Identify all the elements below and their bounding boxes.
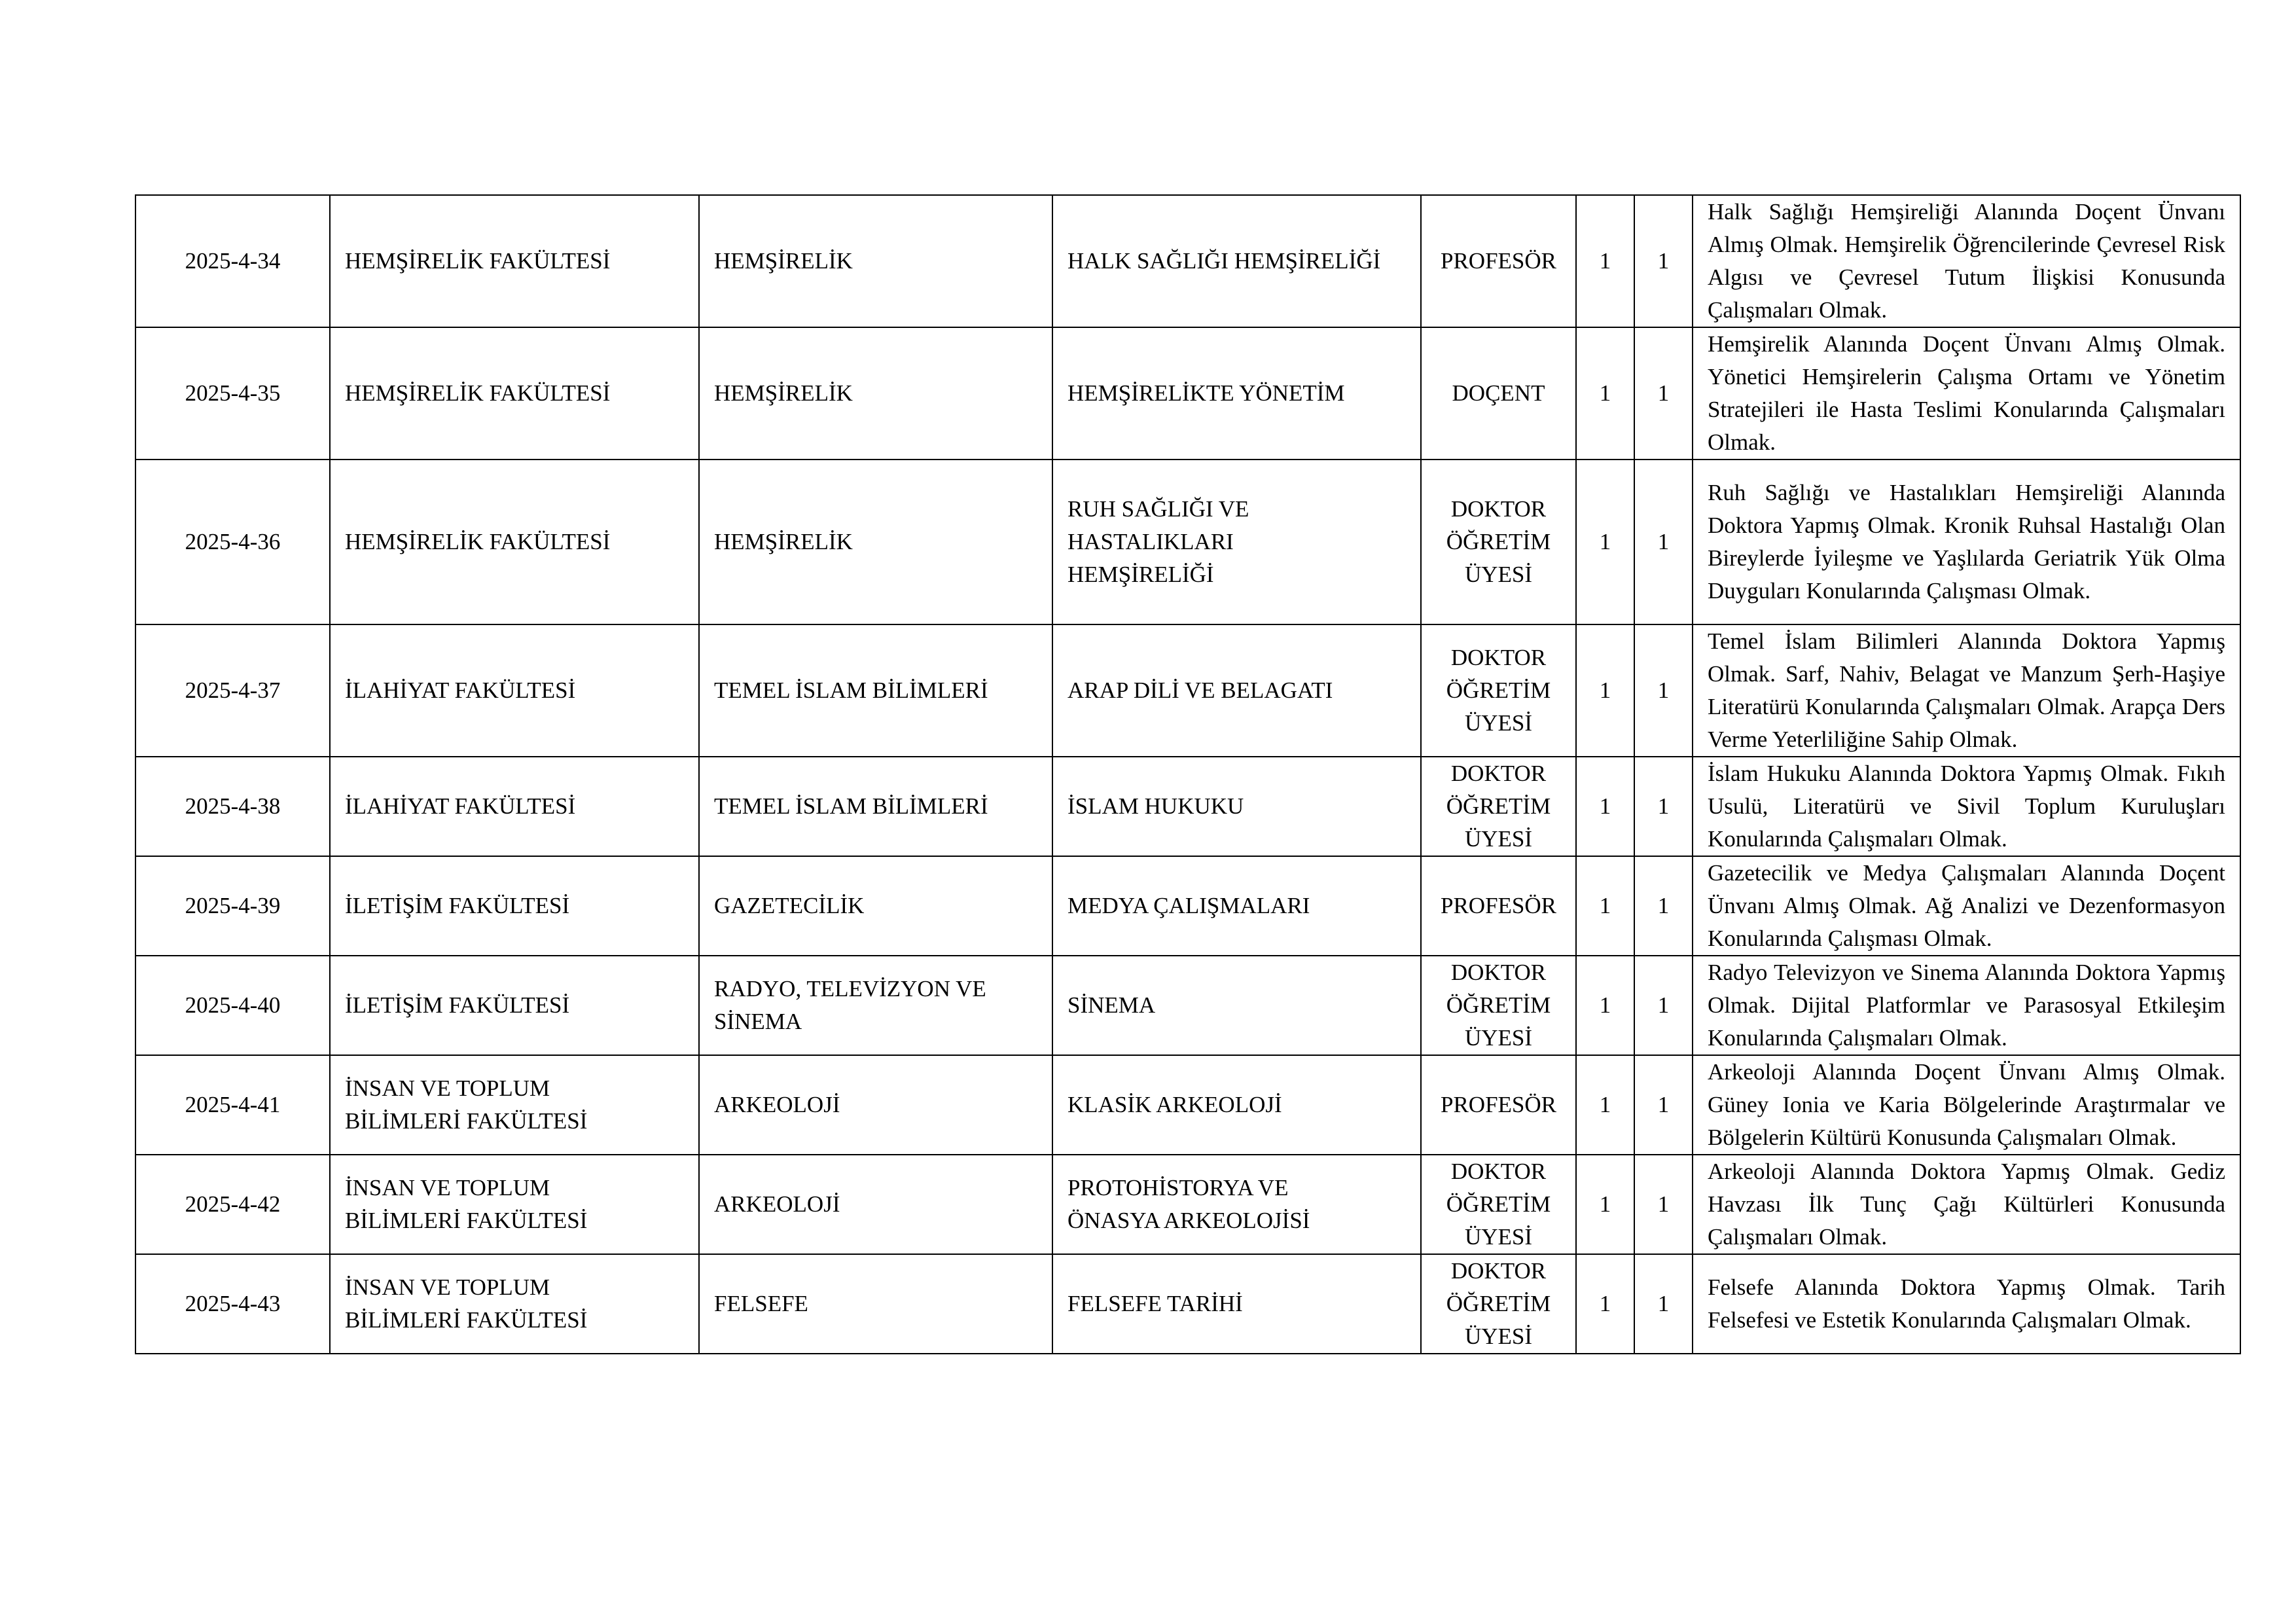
- faculty-line: İLAHİYAT FAKÜLTESİ: [345, 677, 576, 703]
- department-cell: [699, 1254, 1052, 1354]
- count-cell: 1: [1634, 1055, 1693, 1155]
- field-cell: [1052, 624, 1421, 757]
- department-line: RADYO, TELEVİZYON VE: [714, 976, 986, 1001]
- position-code-cell: 2025-4-34: [135, 195, 330, 327]
- academic-title-line: DOKTOR: [1450, 1258, 1547, 1284]
- faculty-line: İLETİŞİM FAKÜLTESİ: [345, 992, 570, 1018]
- academic-title-line: ÖĞRETİM: [1446, 1191, 1551, 1217]
- table-row: [135, 856, 2240, 956]
- department-line: HEMŞİRELİK: [714, 529, 853, 554]
- faculty-cell: [330, 460, 699, 624]
- academic-title-cell: [1421, 327, 1576, 460]
- department-cell: [699, 195, 1052, 327]
- field-line: RUH SAĞLIĞI VE: [1067, 496, 1249, 522]
- table-row: [135, 1155, 2240, 1254]
- field-cell: [1052, 856, 1421, 956]
- field-line: MEDYA ÇALIŞMALARI: [1067, 893, 1310, 918]
- field-cell: [1052, 757, 1421, 856]
- count-cell: 1: [1634, 460, 1693, 624]
- count-cell: 1: [1576, 1155, 1634, 1254]
- requirements-cell: Hemşirelik Alanında Doçent Ünvanı Almış Olmak. Yönetici Hemşirelerin Çalışma Ortamı ve Yönetim Stratejileri ile Hasta Teslimi Konularında Çalışmaları Olmak.: [1693, 327, 2240, 460]
- department-line: ARKEOLOJİ: [714, 1092, 840, 1117]
- count-cell: 1: [1634, 1155, 1693, 1254]
- field-line: İSLAM HUKUKU: [1067, 793, 1244, 819]
- academic-title-line: ÖĞRETİM: [1446, 793, 1551, 819]
- requirements-cell: İslam Hukuku Alanında Doktora Yapmış Olmak. Fıkıh Usulü, Literatürü ve Sivil Toplum Kuruluşları Konularında Çalışmaları Olmak.: [1693, 757, 2240, 856]
- academic-title-line: ÜYESİ: [1464, 562, 1533, 587]
- field-line: PROTOHİSTORYA VE: [1067, 1175, 1289, 1200]
- academic-title-cell: [1421, 1055, 1576, 1155]
- table-row: [135, 1254, 2240, 1354]
- faculty-cell: [330, 856, 699, 956]
- academic-title-cell: [1421, 1254, 1576, 1354]
- requirements-cell: Radyo Televizyon ve Sinema Alanında Doktora Yapmış Olmak. Dijital Platformlar ve Parasosyal Etkileşim Konularında Çalışmaları Olmak.: [1693, 956, 2240, 1055]
- faculty-line: HEMŞİRELİK FAKÜLTESİ: [345, 248, 611, 274]
- count-cell: 1: [1576, 195, 1634, 327]
- position-code-cell: 2025-4-38: [135, 757, 330, 856]
- academic-title-line: DOKTOR: [1450, 496, 1547, 522]
- department-line: HEMŞİRELİK: [714, 380, 853, 406]
- position-code-cell: 2025-4-37: [135, 624, 330, 757]
- field-line: FELSEFE TARİHİ: [1067, 1291, 1243, 1316]
- department-cell: [699, 956, 1052, 1055]
- field-cell: [1052, 460, 1421, 624]
- academic-title-line: ÜYESİ: [1464, 826, 1533, 852]
- faculty-cell: [330, 956, 699, 1055]
- department-cell: [699, 856, 1052, 956]
- academic-title-cell: [1421, 856, 1576, 956]
- academic-title-line: DOKTOR: [1450, 960, 1547, 985]
- position-code-cell: 2025-4-36: [135, 460, 330, 624]
- field-line: HASTALIKLARI: [1067, 529, 1234, 554]
- position-code-cell: 2025-4-43: [135, 1254, 330, 1354]
- department-cell: [699, 757, 1052, 856]
- field-line: HEMŞİRELİĞİ: [1067, 562, 1214, 587]
- position-code-cell: 2025-4-42: [135, 1155, 330, 1254]
- field-line: KLASİK ARKEOLOJİ: [1067, 1092, 1282, 1117]
- academic-title-cell: [1421, 757, 1576, 856]
- requirements-cell: Gazetecilik ve Medya Çalışmaları Alanında Doçent Ünvanı Almış Olmak. Ağ Analizi ve Dezenformasyon Konularında Çalışması Olmak.: [1693, 856, 2240, 956]
- faculty-cell: [330, 624, 699, 757]
- count-cell: 1: [1634, 757, 1693, 856]
- field-line: SİNEMA: [1067, 992, 1156, 1018]
- academic-title-line: DOKTOR: [1450, 1159, 1547, 1184]
- academic-title-line: ÜYESİ: [1464, 710, 1533, 736]
- field-cell: [1052, 1254, 1421, 1354]
- table-row: [135, 956, 2240, 1055]
- table-row: [135, 327, 2240, 460]
- department-line: SİNEMA: [714, 1009, 802, 1034]
- faculty-cell: [330, 757, 699, 856]
- faculty-line: BİLİMLERİ FAKÜLTESİ: [345, 1307, 588, 1333]
- requirements-cell: Arkeoloji Alanında Doktora Yapmış Olmak. Gediz Havzası İlk Tunç Çağı Kültürleri Konusunda Çalışmaları Olmak.: [1693, 1155, 2240, 1254]
- faculty-line: BİLİMLERİ FAKÜLTESİ: [345, 1108, 588, 1134]
- position-code-cell: 2025-4-39: [135, 856, 330, 956]
- table-row: [135, 757, 2240, 856]
- field-line: ÖNASYA ARKEOLOJİSİ: [1067, 1208, 1310, 1233]
- count-cell: 1: [1634, 956, 1693, 1055]
- academic-title-cell: [1421, 195, 1576, 327]
- table-row: [135, 624, 2240, 757]
- count-cell: 1: [1634, 1254, 1693, 1354]
- faculty-line: BİLİMLERİ FAKÜLTESİ: [345, 1208, 588, 1233]
- faculty-line: İNSAN VE TOPLUM: [345, 1274, 550, 1300]
- position-code-cell: 2025-4-41: [135, 1055, 330, 1155]
- faculty-cell: [330, 1254, 699, 1354]
- count-cell: 1: [1576, 856, 1634, 956]
- table-body: [135, 195, 2240, 1354]
- field-cell: [1052, 195, 1421, 327]
- department-cell: [699, 1055, 1052, 1155]
- faculty-cell: [330, 195, 699, 327]
- count-cell: 1: [1576, 327, 1634, 460]
- field-cell: [1052, 327, 1421, 460]
- academic-title-line: ÜYESİ: [1464, 1324, 1533, 1349]
- academic-title-line: DOKTOR: [1450, 761, 1547, 786]
- positions-table: [135, 194, 2241, 1354]
- count-cell: 1: [1634, 856, 1693, 956]
- academic-title-line: ÖĞRETİM: [1446, 992, 1551, 1018]
- faculty-cell: [330, 1155, 699, 1254]
- count-cell: 1: [1634, 195, 1693, 327]
- position-code-cell: 2025-4-35: [135, 327, 330, 460]
- department-line: FELSEFE: [714, 1291, 808, 1316]
- field-line: HEMŞİRELİKTE YÖNETİM: [1067, 380, 1345, 406]
- department-cell: [699, 1155, 1052, 1254]
- academic-title-cell: [1421, 1155, 1576, 1254]
- requirements-cell: Felsefe Alanında Doktora Yapmış Olmak. Tarih Felsefesi ve Estetik Konularında Çalışmaları Olmak.: [1693, 1254, 2240, 1354]
- academic-title-line: DOKTOR: [1450, 645, 1547, 670]
- academic-title-cell: [1421, 956, 1576, 1055]
- faculty-line: HEMŞİRELİK FAKÜLTESİ: [345, 380, 611, 406]
- count-cell: 1: [1576, 1254, 1634, 1354]
- department-cell: [699, 460, 1052, 624]
- academic-title-line: ÜYESİ: [1464, 1224, 1533, 1250]
- field-line: HALK SAĞLIĞI HEMŞİRELİĞİ: [1067, 248, 1381, 274]
- academic-title-cell: [1421, 624, 1576, 757]
- department-cell: [699, 327, 1052, 460]
- academic-title-line: PROFESÖR: [1440, 1092, 1557, 1117]
- academic-title-cell: [1421, 460, 1576, 624]
- department-line: GAZETECİLİK: [714, 893, 865, 918]
- count-cell: 1: [1576, 1055, 1634, 1155]
- academic-title-line: ÜYESİ: [1464, 1025, 1533, 1051]
- department-line: HEMŞİRELİK: [714, 248, 853, 274]
- academic-title-line: ÖĞRETİM: [1446, 677, 1551, 703]
- faculty-line: İNSAN VE TOPLUM: [345, 1075, 550, 1101]
- table-row: [135, 195, 2240, 327]
- department-cell: [699, 624, 1052, 757]
- department-line: ARKEOLOJİ: [714, 1191, 840, 1217]
- department-line: TEMEL İSLAM BİLİMLERİ: [714, 793, 988, 819]
- table-row: [135, 1055, 2240, 1155]
- position-code-cell: 2025-4-40: [135, 956, 330, 1055]
- academic-title-line: ÖĞRETİM: [1446, 529, 1551, 554]
- faculty-line: İNSAN VE TOPLUM: [345, 1175, 550, 1200]
- requirements-cell: Ruh Sağlığı ve Hastalıkları Hemşireliği Alanında Doktora Yapmış Olmak. Kronik Ruhsal Hastalığı Olan Bireylerde İyileşme ve Yaşlılarda Geriatrik Yük Olma Duyguları Konularında Çalışması Olmak.: [1693, 460, 2240, 624]
- count-cell: 1: [1576, 757, 1634, 856]
- faculty-cell: [330, 327, 699, 460]
- requirements-cell: Halk Sağlığı Hemşireliği Alanında Doçent Ünvanı Almış Olmak. Hemşirelik Öğrencilerinde Çevresel Risk Algısı ve Çevresel Tutum İlişkisi Konusunda Çalışmaları Olmak.: [1693, 195, 2240, 327]
- field-cell: [1052, 1155, 1421, 1254]
- table-row: [135, 460, 2240, 624]
- academic-title-line: ÖĞRETİM: [1446, 1291, 1551, 1316]
- field-cell: [1052, 1055, 1421, 1155]
- academic-title-line: PROFESÖR: [1440, 248, 1557, 274]
- count-cell: 1: [1634, 624, 1693, 757]
- count-cell: 1: [1576, 956, 1634, 1055]
- faculty-line: HEMŞİRELİK FAKÜLTESİ: [345, 529, 611, 554]
- faculty-line: İLAHİYAT FAKÜLTESİ: [345, 793, 576, 819]
- academic-title-line: DOÇENT: [1452, 380, 1545, 406]
- academic-title-line: PROFESÖR: [1440, 893, 1557, 918]
- field-line: ARAP DİLİ VE BELAGATI: [1067, 677, 1333, 703]
- department-line: TEMEL İSLAM BİLİMLERİ: [714, 677, 988, 703]
- faculty-cell: [330, 1055, 699, 1155]
- field-cell: [1052, 956, 1421, 1055]
- count-cell: 1: [1576, 460, 1634, 624]
- count-cell: 1: [1634, 327, 1693, 460]
- requirements-cell: Arkeoloji Alanında Doçent Ünvanı Almış Olmak. Güney Ionia ve Karia Bölgelerinde Araştırmalar ve Bölgelerin Kültürü Konusunda Çalışmaları Olmak.: [1693, 1055, 2240, 1155]
- faculty-line: İLETİŞİM FAKÜLTESİ: [345, 893, 570, 918]
- count-cell: 1: [1576, 624, 1634, 757]
- requirements-cell: Temel İslam Bilimleri Alanında Doktora Yapmış Olmak. Sarf, Nahiv, Belagat ve Manzum Şerh-Haşiye Literatürü Konularında Çalışmaları Olmak. Arapça Ders Verme Yeterliliğine Sahip Olmak.: [1693, 624, 2240, 757]
